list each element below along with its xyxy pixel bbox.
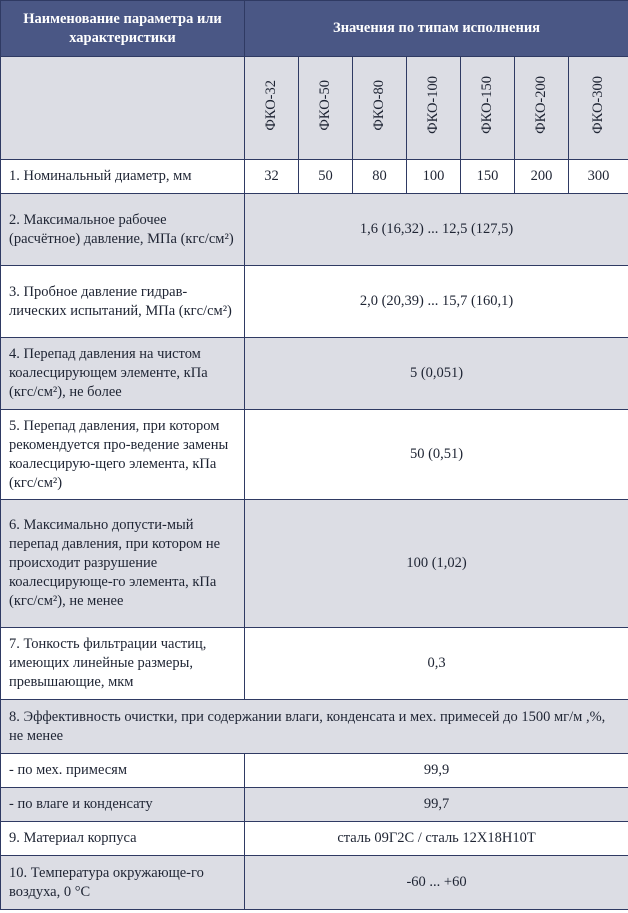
param-value: 50 bbox=[299, 160, 353, 194]
type-header bbox=[461, 57, 515, 160]
type-label: ФКО-80 bbox=[371, 79, 387, 131]
type-header bbox=[515, 57, 569, 160]
param-value: 200 bbox=[515, 160, 569, 194]
type-label: ФКО-32 bbox=[263, 79, 279, 131]
table-row bbox=[1, 160, 628, 194]
type-header bbox=[299, 57, 353, 160]
type-label: ФКО-50 bbox=[317, 79, 333, 131]
table-row bbox=[1, 410, 628, 500]
param-value: 100 (1,02) bbox=[245, 500, 628, 628]
param-value: 32 bbox=[245, 160, 299, 194]
param-label: - по влаге и конденсату bbox=[1, 788, 245, 822]
param-label: - по мех. примесям bbox=[1, 754, 245, 788]
type-label: ФКО-300 bbox=[590, 76, 607, 134]
param-value: 1,6 (16,32) ... 12,5 (127,5) bbox=[245, 194, 628, 266]
table-row bbox=[1, 500, 628, 628]
type-label: ФКО-100 bbox=[425, 76, 441, 134]
type-header bbox=[245, 57, 299, 160]
param-label: 3. Пробное давление гидрав-лических испытаний, МПа (кгс/см²) bbox=[1, 266, 245, 338]
param-value: 150 bbox=[461, 160, 515, 194]
table-row bbox=[1, 788, 628, 822]
param-label: 5. Перепад давления, при котором рекомендуется про-ведение замены коалесцирую-щего элемента, кПа (кгс/см²) bbox=[1, 410, 245, 500]
table-row bbox=[1, 754, 628, 788]
table-row bbox=[1, 822, 628, 856]
param-value: 99,9 bbox=[245, 754, 628, 788]
types-row-empty-cell bbox=[1, 57, 245, 160]
param-label: 2. Максимальное рабочее (расчётное) давление, МПа (кгс/см²) bbox=[1, 194, 245, 266]
param-value: сталь 09Г2С / сталь 12Х18Н10Т bbox=[245, 822, 628, 856]
type-header bbox=[569, 57, 628, 160]
param-label: 1. Номинальный диаметр, мм bbox=[1, 160, 245, 194]
type-label: ФКО-150 bbox=[479, 76, 495, 134]
param-label: 9. Материал корпуса bbox=[1, 822, 245, 856]
table-row bbox=[1, 700, 628, 754]
param-value: 80 bbox=[353, 160, 407, 194]
header-row bbox=[1, 1, 628, 57]
param-column-header: Наименование параметра или характеристики bbox=[1, 1, 245, 57]
type-header bbox=[407, 57, 461, 160]
param-value: 50 (0,51) bbox=[245, 410, 628, 500]
table-row bbox=[1, 628, 628, 700]
type-label: ФКО-200 bbox=[533, 76, 549, 134]
types-row bbox=[1, 57, 628, 160]
param-value: 100 bbox=[407, 160, 461, 194]
param-value: 99,7 bbox=[245, 788, 628, 822]
param-label: 8. Эффективность очистки, при содержании влаги, конденсата и мех. примесей до 1500 мг/м ,%, не менее bbox=[1, 700, 628, 754]
param-label: 4. Перепад давления на чистом коалесцирующем элементе, кПа (кгс/см²), не более bbox=[1, 338, 245, 410]
table-row bbox=[1, 856, 628, 910]
param-value: 0,3 bbox=[245, 628, 628, 700]
type-header bbox=[353, 57, 407, 160]
param-label: 6. Максимально допусти-мый перепад давления, при котором не происходит разрушение коалесцирующе-го элемента, кПа (кгс/см²), не менее bbox=[1, 500, 245, 628]
values-column-header: Значения по типам исполнения bbox=[245, 1, 628, 57]
param-label: 10. Температура окружающе-го воздуха, 0 °С bbox=[1, 856, 245, 910]
param-value: 2,0 (20,39) ... 15,7 (160,1) bbox=[245, 266, 628, 338]
param-label: 7. Тонкость фильтрации частиц, имеющих линейные размеры, превышающие, мкм bbox=[1, 628, 245, 700]
param-value: 5 (0,051) bbox=[245, 338, 628, 410]
table-row bbox=[1, 194, 628, 266]
table-row bbox=[1, 338, 628, 410]
param-value: 300 bbox=[569, 160, 628, 194]
param-value: -60 ... +60 bbox=[245, 856, 628, 910]
table-row bbox=[1, 266, 628, 338]
